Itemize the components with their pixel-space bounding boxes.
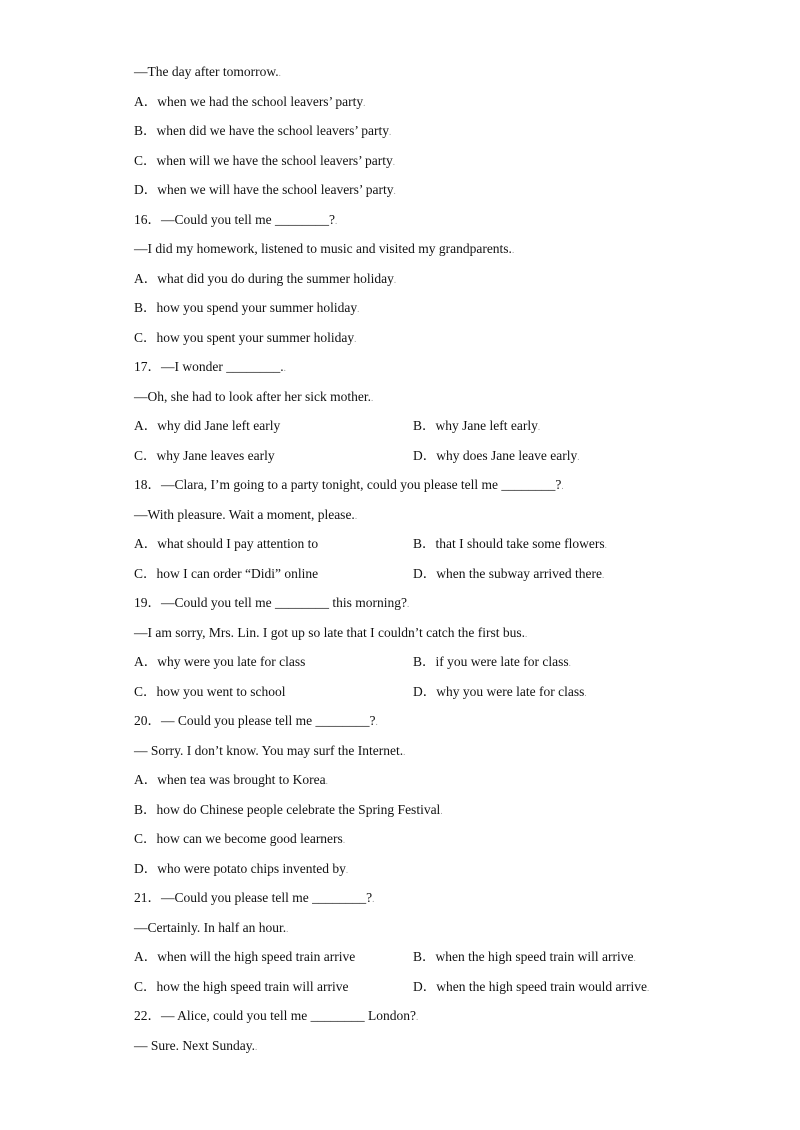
option-a: A．what should I pay attention to — [134, 536, 319, 551]
option-d: D．when the subway arrived there. — [413, 565, 605, 581]
option-d: D．who were potato chips invented by. — [134, 860, 349, 876]
option-c: C．why Jane leaves early — [134, 447, 275, 463]
paragraph-mark: . — [370, 392, 374, 403]
answer-line: —Oh, she had to look after her sick mother.. — [134, 388, 374, 404]
question-17: 17．—I wonder ________.. — [134, 359, 286, 374]
paragraph-mark: . — [393, 274, 397, 285]
option-row — [134, 649, 694, 679]
paragraph-mark: . — [345, 864, 349, 875]
option-d: D．why you were late for class. — [413, 683, 587, 699]
option-row — [134, 413, 694, 443]
option-d: D．why does Jane leave early. — [413, 447, 580, 463]
paragraph-mark: . — [646, 982, 650, 993]
option-d: D．when we will have the school leavers’ party. — [134, 182, 396, 197]
option-row — [134, 531, 694, 561]
paragraph-mark: . — [633, 953, 636, 963]
option-b: B．that I should take some flowers. — [413, 536, 607, 551]
question-19: 19．—Could you tell me ________ this morning?. — [134, 595, 410, 610]
option-a: A．what did you do during the summer holiday. — [134, 270, 397, 286]
question-16: 16．—Could you tell me ________?. — [134, 211, 338, 227]
paragraph-mark: . — [392, 156, 396, 167]
paragraph-mark: . — [354, 333, 357, 344]
paragraph-mark: . — [278, 68, 281, 78]
paragraph-mark: . — [525, 628, 528, 639]
answer-line: —I did my homework, listened to music and visited my grandparents.. — [134, 241, 515, 256]
option-a: A．when we had the school leavers’ party. — [134, 93, 366, 109]
answer-line: —Certainly. In half an hour.. — [134, 919, 289, 935]
paragraph-mark: . — [389, 127, 392, 137]
paragraph-mark: . — [403, 746, 406, 757]
paragraph-mark: . — [393, 186, 396, 196]
question-22: 22．— Alice, could you tell me ________ London?. — [134, 1008, 419, 1023]
paragraph-mark: . — [283, 363, 286, 373]
paragraph-mark: . — [511, 245, 515, 255]
paragraph-mark: . — [375, 717, 378, 727]
option-c: C．how can we become good learners. — [134, 831, 346, 846]
option-a: A．when will the high speed train arrive — [134, 949, 356, 964]
option-c: C．how the high speed train will arrive — [134, 978, 349, 994]
answer-line: —The day after tomorrow.. — [134, 64, 281, 79]
paragraph-mark: . — [537, 422, 541, 432]
option-b: B．why Jane left early. — [413, 418, 541, 433]
option-b: B．if you were late for class. — [413, 654, 571, 669]
option-a: A．when tea was brought to Korea. — [134, 772, 328, 787]
option-row — [134, 679, 694, 709]
question-21: 21．—Could you please tell me ________?. — [134, 890, 375, 905]
paragraph-mark: . — [357, 304, 360, 314]
paragraph-mark: . — [604, 540, 607, 550]
question-20: 20．— Could you please tell me ________?. — [134, 713, 378, 728]
answer-line: — Sure. Next Sunday.. — [134, 1037, 258, 1053]
option-b: B．how do Chinese people celebrate the Spring Festival. — [134, 801, 443, 817]
paragraph-mark: . — [568, 658, 571, 668]
option-row — [134, 944, 694, 974]
option-row — [134, 974, 694, 1004]
paragraph-mark: . — [415, 1012, 419, 1022]
option-b: B．how you spend your summer holiday. — [134, 300, 360, 315]
answer-line: —I am sorry, Mrs. Lin. I got up so late that I couldn’t catch the first bus.. — [134, 624, 528, 640]
paragraph-mark: . — [354, 510, 358, 521]
paragraph-mark: . — [325, 776, 328, 786]
question-list — [134, 59, 694, 1062]
option-b: B．when did we have the school leavers’ party. — [134, 123, 392, 138]
option-c: C．how you spent your summer holiday. — [134, 329, 357, 345]
option-c: C．how you went to school — [134, 683, 286, 699]
answer-line: —With pleasure. Wait a moment, please.. — [134, 506, 358, 522]
paragraph-mark: . — [561, 481, 564, 491]
option-d: D．when the high speed train would arrive. — [413, 978, 650, 994]
paragraph-mark: . — [342, 835, 346, 845]
option-c: C．how I can order “Didi” online — [134, 565, 319, 581]
paragraph-mark: . — [601, 569, 605, 580]
option-row — [134, 561, 694, 591]
paragraph-mark: . — [577, 451, 580, 462]
option-c: C．when will we have the school leavers’ party. — [134, 152, 396, 168]
paragraph-mark: . — [440, 805, 443, 816]
option-row — [134, 443, 694, 473]
question-18: 18．—Clara, I’m going to a party tonight, could you please tell me ________?. — [134, 477, 564, 492]
paragraph-mark: . — [286, 923, 289, 934]
option-b: B．when the high speed train will arrive. — [413, 949, 636, 964]
paragraph-mark: . — [334, 215, 338, 226]
paragraph-mark: . — [407, 599, 410, 609]
option-a: A．why did Jane left early — [134, 418, 281, 433]
paragraph-mark: . — [255, 1041, 258, 1052]
option-a: A．why were you late for class — [134, 654, 306, 669]
answer-line: — Sorry. I don’t know. You may surf the Internet.. — [134, 742, 406, 758]
paragraph-mark: . — [363, 97, 366, 108]
paragraph-mark: . — [584, 687, 587, 698]
paragraph-mark: . — [372, 894, 375, 904]
